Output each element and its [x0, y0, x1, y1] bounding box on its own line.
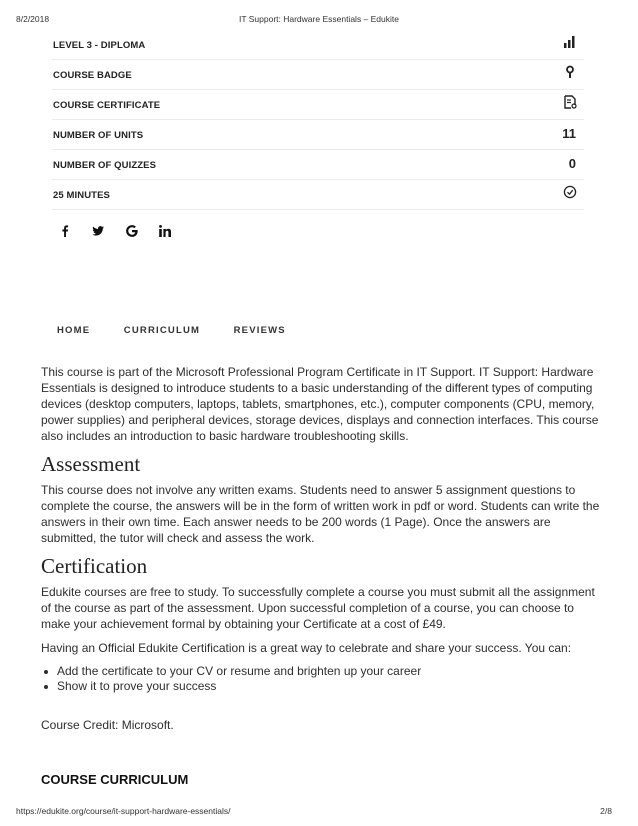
course-features: [52, 30, 584, 210]
feature-row-certificate: [52, 90, 584, 120]
print-title: IT Support: Hardware Essentials – Edukite: [238, 14, 399, 24]
certificate-icon: [563, 95, 577, 109]
feature-row-badge: [52, 60, 584, 90]
intro-paragraph: This course is part of the Microsoft Professional Program Certificate in IT Support. IT Support: Hardware Essentials is designed to introduce students to a basic understanding of the different types of computing devices (desktop computers, laptops, tablets, smartphones, etc.), computer components (CPU, memory, power supplies) and peripheral devices, storage devices, displays and connection interfaces. This course also includes an introduction to basic hardware troubleshooting skills.: [41, 365, 599, 443]
quizzes-count: 0: [568, 156, 576, 171]
tab-curriculum[interactable]: CURRICULUM: [123, 325, 201, 336]
feature-label: 25 MINUTES: [53, 190, 110, 201]
curriculum-heading: COURSE CURRICULUM: [41, 772, 189, 787]
social-share: [58, 224, 187, 240]
course-credit: Course Credit: Microsoft.: [41, 718, 174, 732]
feature-label: NUMBER OF UNITS: [53, 130, 144, 141]
feature-label: LEVEL 3 - DIPLOMA: [53, 40, 146, 51]
list-item: Show it to prove your success: [41, 679, 601, 694]
course-tabs: [57, 320, 315, 338]
tab-reviews[interactable]: REVIEWS: [233, 325, 286, 336]
benefits-list: [41, 664, 601, 694]
feature-label: NUMBER OF QUIZZES: [53, 160, 157, 171]
units-count: 11: [562, 126, 576, 141]
assessment-paragraph: This course does not involve any written exams. Students need to answer 5 assignment questions to complete the course, the answers will be in the form of written work in pdf or word. Students can write the answers in their own time. Each answer needs to be 200 words (1 Page). Once the answers are submitted, the tutor will check and assess the work.: [41, 483, 600, 545]
feature-row-level: [52, 30, 584, 60]
feature-row-duration: [52, 180, 584, 210]
feature-label: COURSE CERTIFICATE: [53, 100, 161, 111]
certification-heading: Certification: [41, 554, 148, 578]
linkedin-icon[interactable]: [158, 224, 174, 240]
clock-icon: [563, 185, 577, 199]
badge-icon: [563, 65, 577, 79]
certification-paragraph: Edukite courses are free to study. To successfully complete a course you must submit all the assignment of the course as part of the assessment. Upon successful completion of a course, you can choose to make your achievement formal by obtaining your Certificate at a cost of £49.: [41, 585, 595, 631]
print-date: 8/2/2018: [16, 14, 50, 24]
assessment-heading: Assessment: [41, 452, 141, 476]
feature-row-units: [52, 120, 584, 150]
print-url: https://edukite.org/course/it-support-hardware-essentials/: [16, 806, 231, 816]
facebook-icon[interactable]: [58, 224, 74, 240]
bar-chart-icon: [563, 35, 577, 49]
tab-home[interactable]: HOME: [57, 325, 91, 336]
twitter-icon[interactable]: [91, 224, 107, 240]
feature-row-quizzes: [52, 150, 584, 180]
course-description: [41, 364, 601, 741]
list-item: Add the certificate to your CV or resume and brighten up your career: [41, 664, 601, 679]
print-page-number: 2/8: [600, 806, 612, 816]
certification-paragraph-2: Having an Official Edukite Certification is a great way to celebrate and share your success. You can:: [41, 641, 572, 655]
feature-label: COURSE BADGE: [53, 70, 132, 81]
google-icon[interactable]: [125, 224, 141, 240]
